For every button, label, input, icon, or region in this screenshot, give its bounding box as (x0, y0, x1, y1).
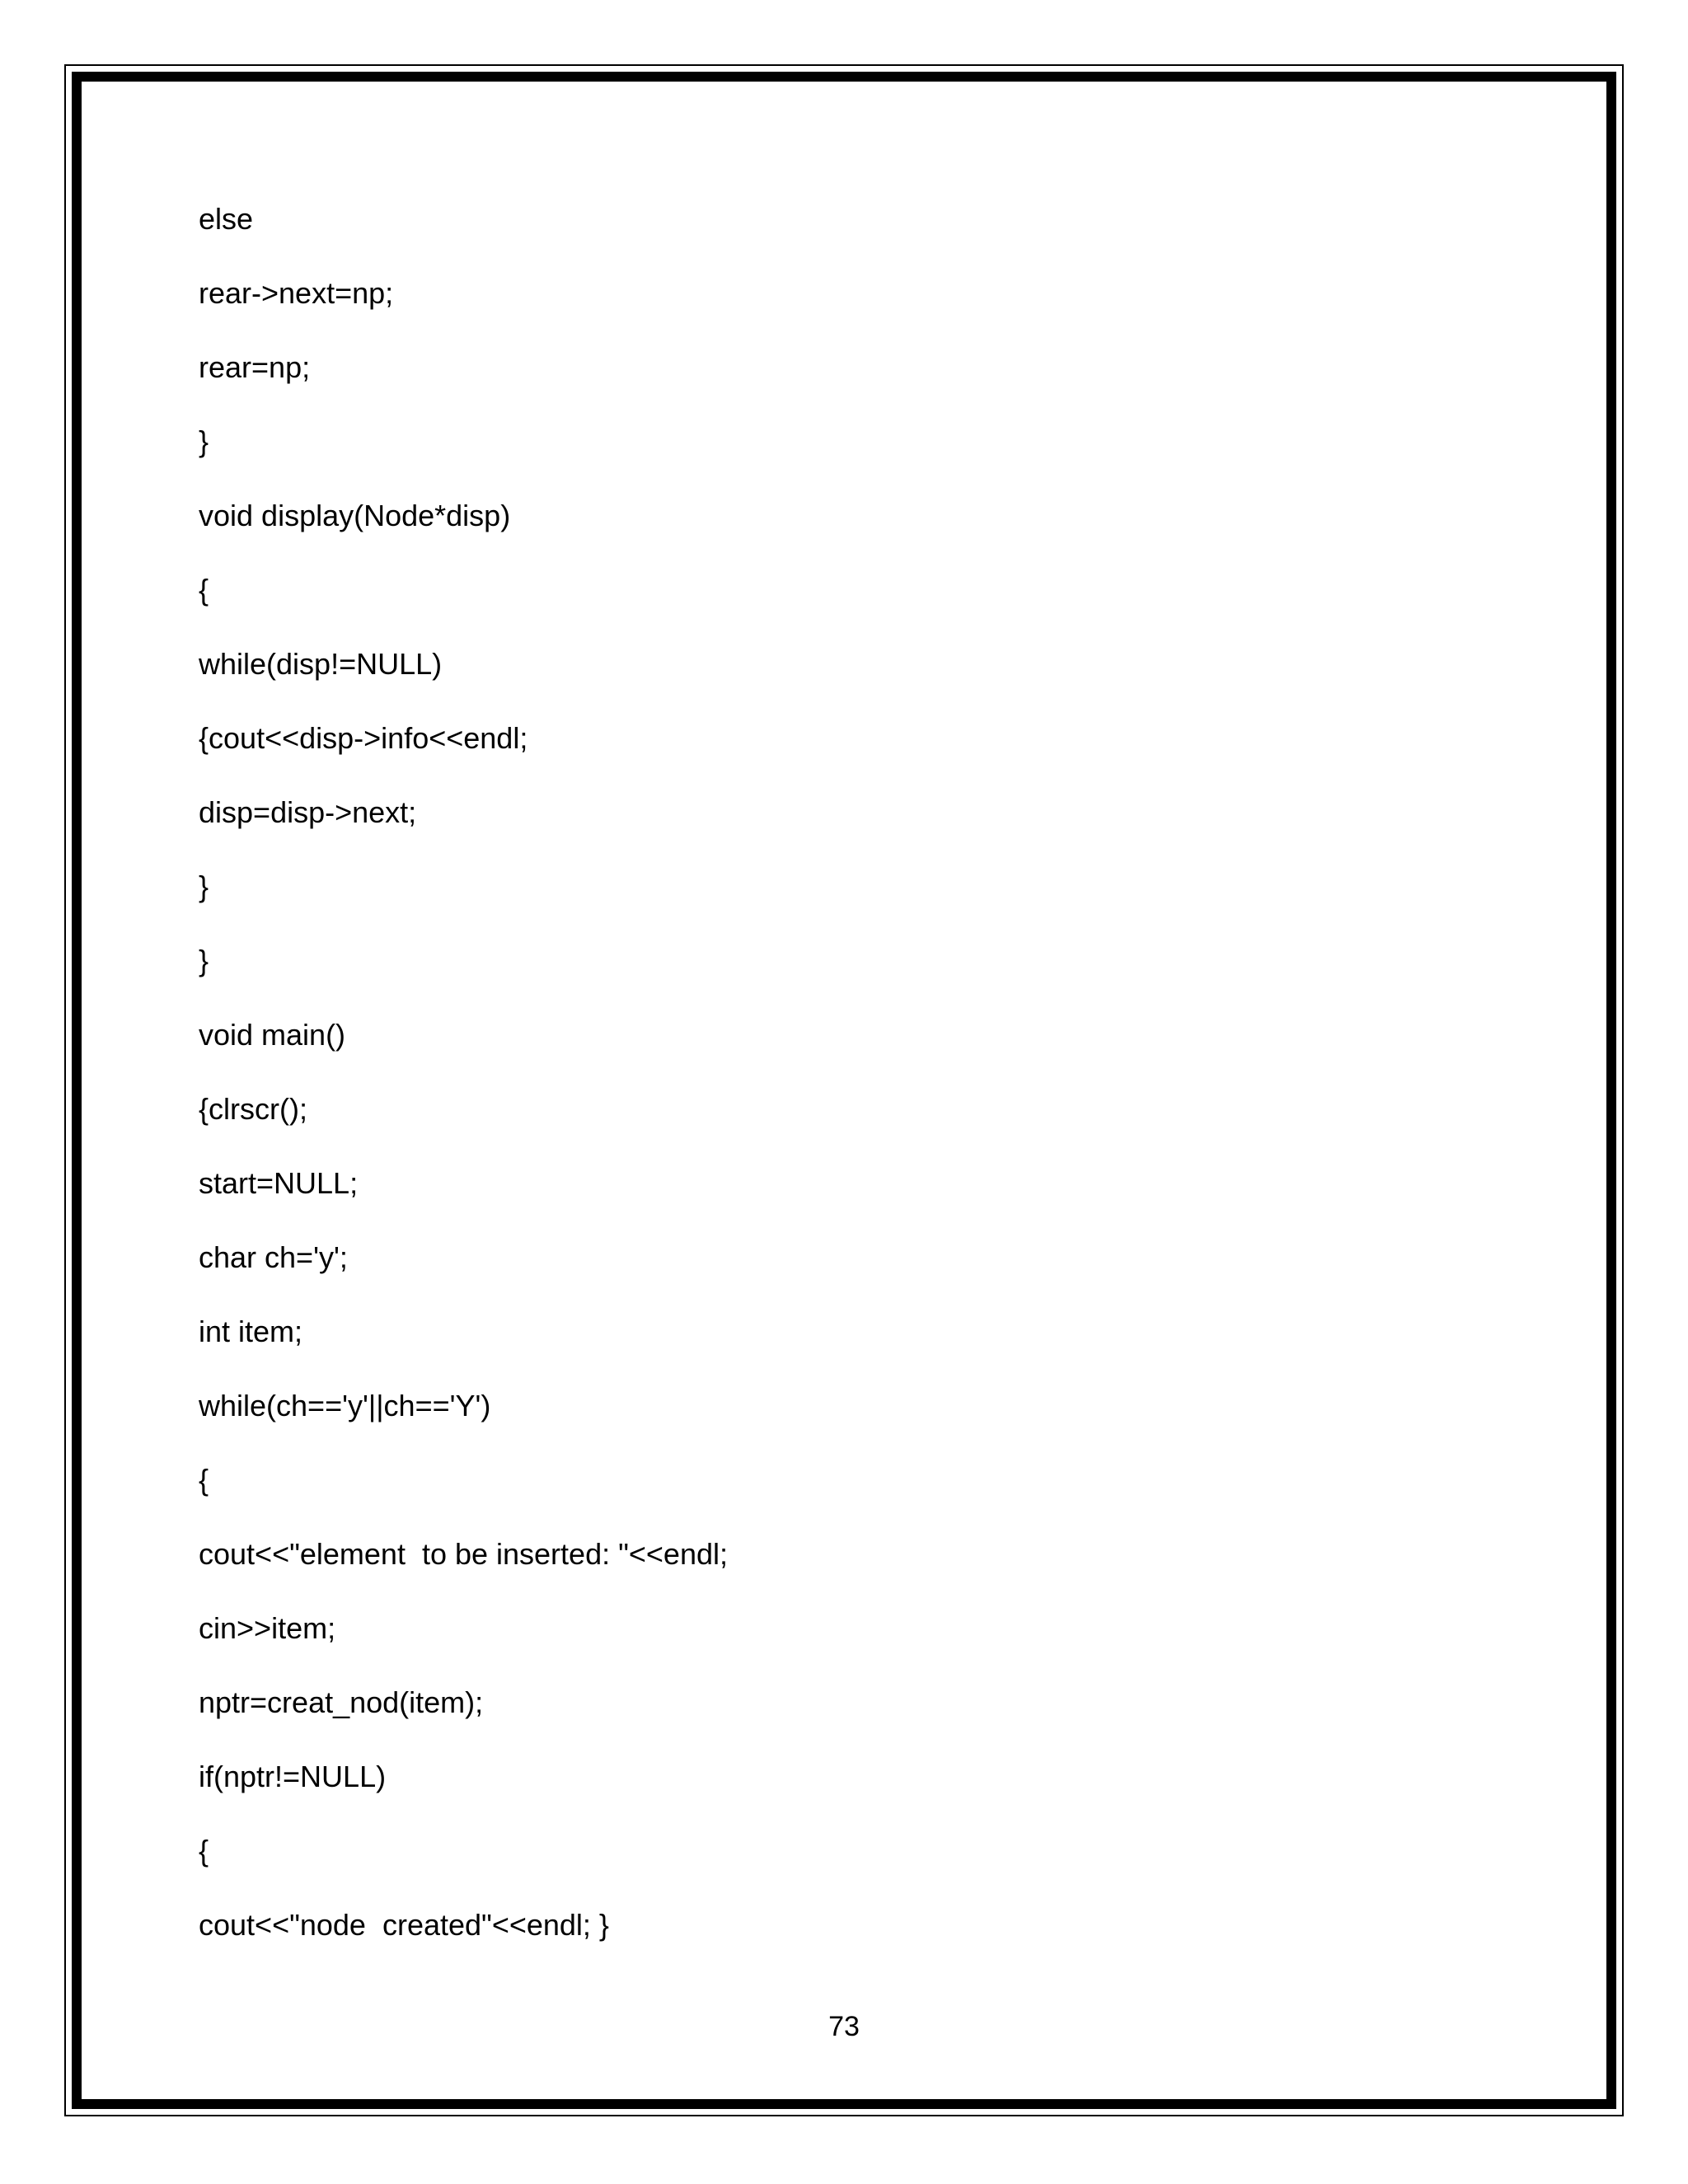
code-line: void main() (199, 1018, 346, 1052)
code-line: void display(Node*disp) (199, 499, 511, 532)
code-line: } (199, 424, 209, 458)
code-line: { (199, 573, 209, 607)
page-number: 73 (828, 2011, 860, 2042)
code-line: start=NULL; (199, 1166, 359, 1200)
code-line: rear->next=np; (199, 276, 394, 310)
code-line: nptr=creat_nod(item); (199, 1685, 484, 1719)
code-line: cout<<"element to be inserted: "<<endl; (199, 1537, 728, 1571)
code-line: else (199, 202, 254, 236)
code-line: { (199, 1834, 209, 1868)
code-line: while(ch=='y'||ch=='Y') (199, 1389, 491, 1422)
code-line: } (199, 944, 209, 977)
code-line: int item; (199, 1315, 303, 1348)
code-line: char ch='y'; (199, 1240, 348, 1274)
code-line: cout<<"node created"<<endl; } (199, 1908, 609, 1942)
code-listing (199, 194, 728, 1975)
code-line: while(disp!=NULL) (199, 647, 443, 681)
code-line: {cout<<disp->info<<endl; (199, 721, 528, 755)
code-line: rear=np; (199, 350, 311, 384)
code-line: cin>>item; (199, 1611, 336, 1645)
code-line: { (199, 1463, 209, 1497)
code-line: if(nptr!=NULL) (199, 1760, 387, 1793)
code-line: {clrscr(); (199, 1092, 307, 1126)
code-line: } (199, 869, 209, 903)
code-line: disp=disp->next; (199, 795, 417, 829)
